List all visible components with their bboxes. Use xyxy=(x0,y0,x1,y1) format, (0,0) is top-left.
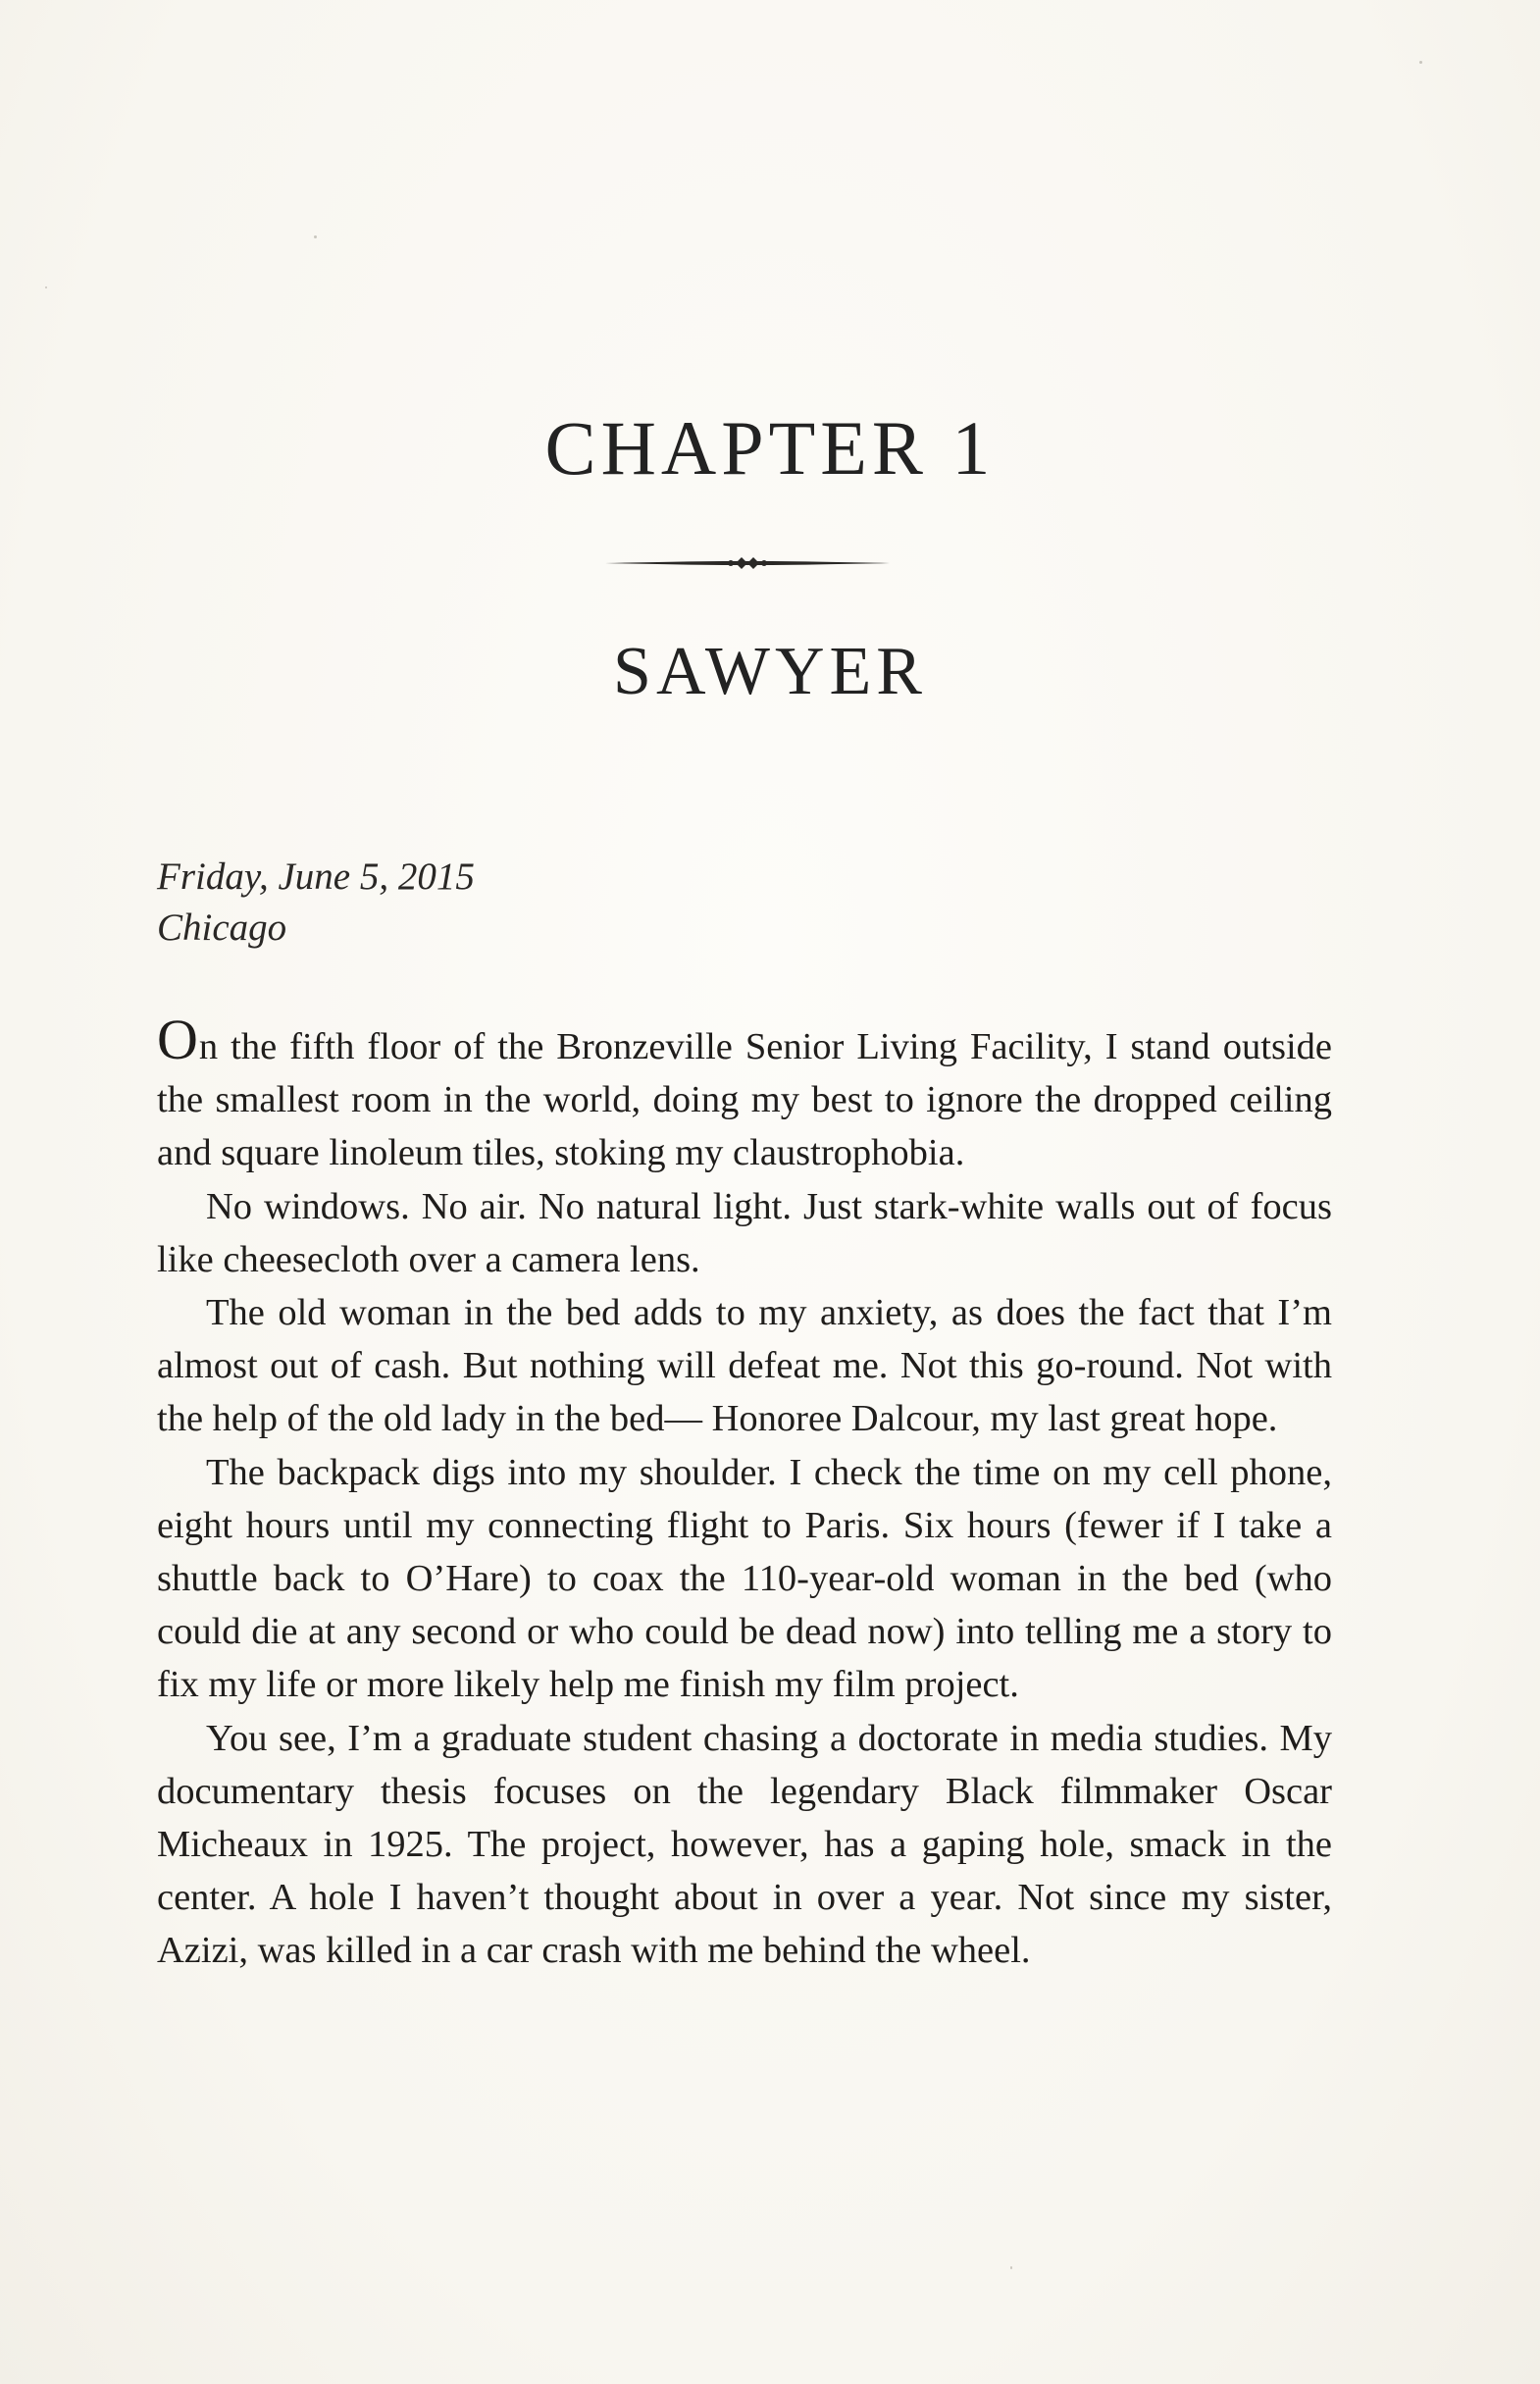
paragraph-3: The old woman in the bed adds to my anxiety, as does the fact that I’m almost out of cash. But nothing will defeat me. Not this go-round. Not with the help of the old lady in the bed— Honoree Dalcour, my last great hope. xyxy=(157,1292,1332,1440)
body-text xyxy=(157,1008,1332,1978)
paper-speck xyxy=(1010,2266,1012,2269)
drop-cap: O xyxy=(157,1008,199,1071)
paragraph-1-text: n the fifth floor of the Bronzeville Senior Living Facility, I stand outside the smallest room in the world, doing my best to ignore the dropped ceiling and square linoleum tiles, stoking my claustrophobia. xyxy=(157,1026,1332,1174)
paragraph-2: No windows. No air. No natural light. Just stark-white walls out of focus like cheesecloth over a camera lens. xyxy=(157,1185,1332,1280)
paragraph-1 xyxy=(157,1008,1332,1180)
dateline xyxy=(157,852,475,954)
dateline-date: Friday, June 5, 2015 xyxy=(157,855,475,898)
paragraph-5: You see, I’m a graduate student chasing a doctorate in media studies. My documentary thesis focuses on the legendary Black filmmaker Oscar Micheaux in 1925. The project, however, has a gaping hole, smack in the center. A hole I haven’t thought about in over a year. Not since my sister, Azizi, was killed in a car crash with me behind the wheel. xyxy=(157,1717,1332,1972)
dateline-place: Chicago xyxy=(157,907,287,949)
paragraph-4: The backpack digs into my shoulder. I check the time on my cell phone, eight hours until my connecting flight to Paris. Six hours (fewer if I take a shuttle back to O’Hare) to coax the 110-year-old woman in the bed (who could die at any second or who could be dead now) into telling me a story to fix my life or more likely help me finish my film project. xyxy=(157,1451,1332,1706)
paper-speck xyxy=(314,235,317,238)
paper-speck xyxy=(45,286,47,288)
chapter-title: SAWYER xyxy=(613,634,927,709)
ornament-divider-icon xyxy=(605,551,890,575)
paper-speck xyxy=(1419,61,1422,64)
chapter-number: CHAPTER 1 xyxy=(544,405,996,491)
